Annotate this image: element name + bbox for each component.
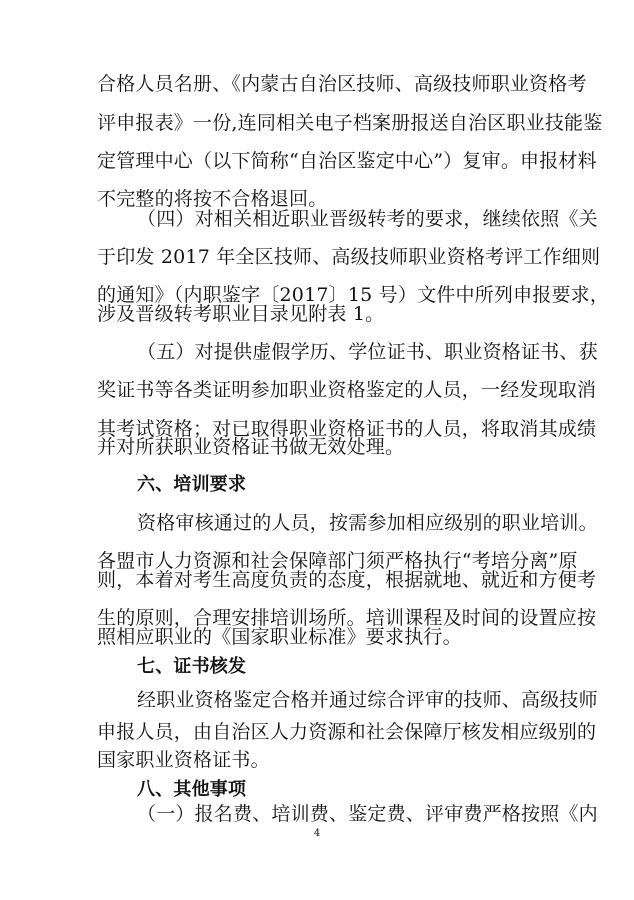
text-line: 资格审核通过的人员，按需参加相应级别的职业培训。: [137, 512, 598, 534]
text-line: （四）对相关相近职业晋级转考的要求，继续依照《关: [137, 208, 598, 230]
text-line: 申报人员，由自治区人力资源和社会保障厅核发相应级别的: [97, 721, 597, 743]
section-heading: 八、其他事项: [137, 779, 247, 800]
text-line: 并对所获职业资格证书做无效处理。: [97, 436, 405, 458]
text-line: 国家职业资格证书。: [97, 749, 270, 771]
text-line: 则，本着对考生高度负责的态度，根据就地、就近和方便考: [97, 569, 597, 591]
text-line: （五）对提供虚假学历、学位证书、职业资格证书、获: [137, 341, 598, 363]
text-line: （一）报名费、培训费、鉴定费、评审费严格按照《内: [137, 803, 598, 825]
text-line: 生的原则，合理安排培训场所。培训课程及时间的设置应按: [97, 607, 597, 629]
text-line: 涉及晋级转考职业目录见附表 1。: [97, 303, 385, 325]
text-line: 于印发 2017 年全区技师、高级技师职业资格考评工作细则: [97, 246, 601, 268]
text-line: 奖证书等各类证明参加职业资格鉴定的人员，一经发现取消: [97, 379, 597, 401]
text-line: 经职业资格鉴定合格并通过综合评审的技师、高级技师: [137, 689, 598, 711]
text-line: 评申报表》一份,连同相关电子档案册报送自治区职业技能鉴: [97, 112, 603, 134]
section-heading: 六、培训要求: [137, 474, 247, 495]
text-line: 照相应职业的《国家职业标准》要求执行。: [97, 626, 462, 648]
text-line: 定管理中心（以下简称“自治区鉴定中心”）复审。申报材料: [97, 150, 597, 172]
text-line: 合格人员名册、《内蒙古自治区技师、高级技师职业资格考: [97, 73, 587, 95]
text-line: 不完整的将按不合格退回。: [97, 188, 328, 210]
page-number: 4: [313, 828, 321, 839]
section-heading: 七、证书核发: [137, 656, 247, 677]
text-line: 其考试资格；对已取得职业资格证书的人员，将取消其成绩: [97, 418, 597, 440]
text-line: 各盟市人力资源和社会保障部门须严格执行“考培分离”原: [97, 550, 578, 572]
text-line: 的通知》（内职鉴字〔2017〕15 号）文件中所列申报要求，: [97, 284, 610, 306]
